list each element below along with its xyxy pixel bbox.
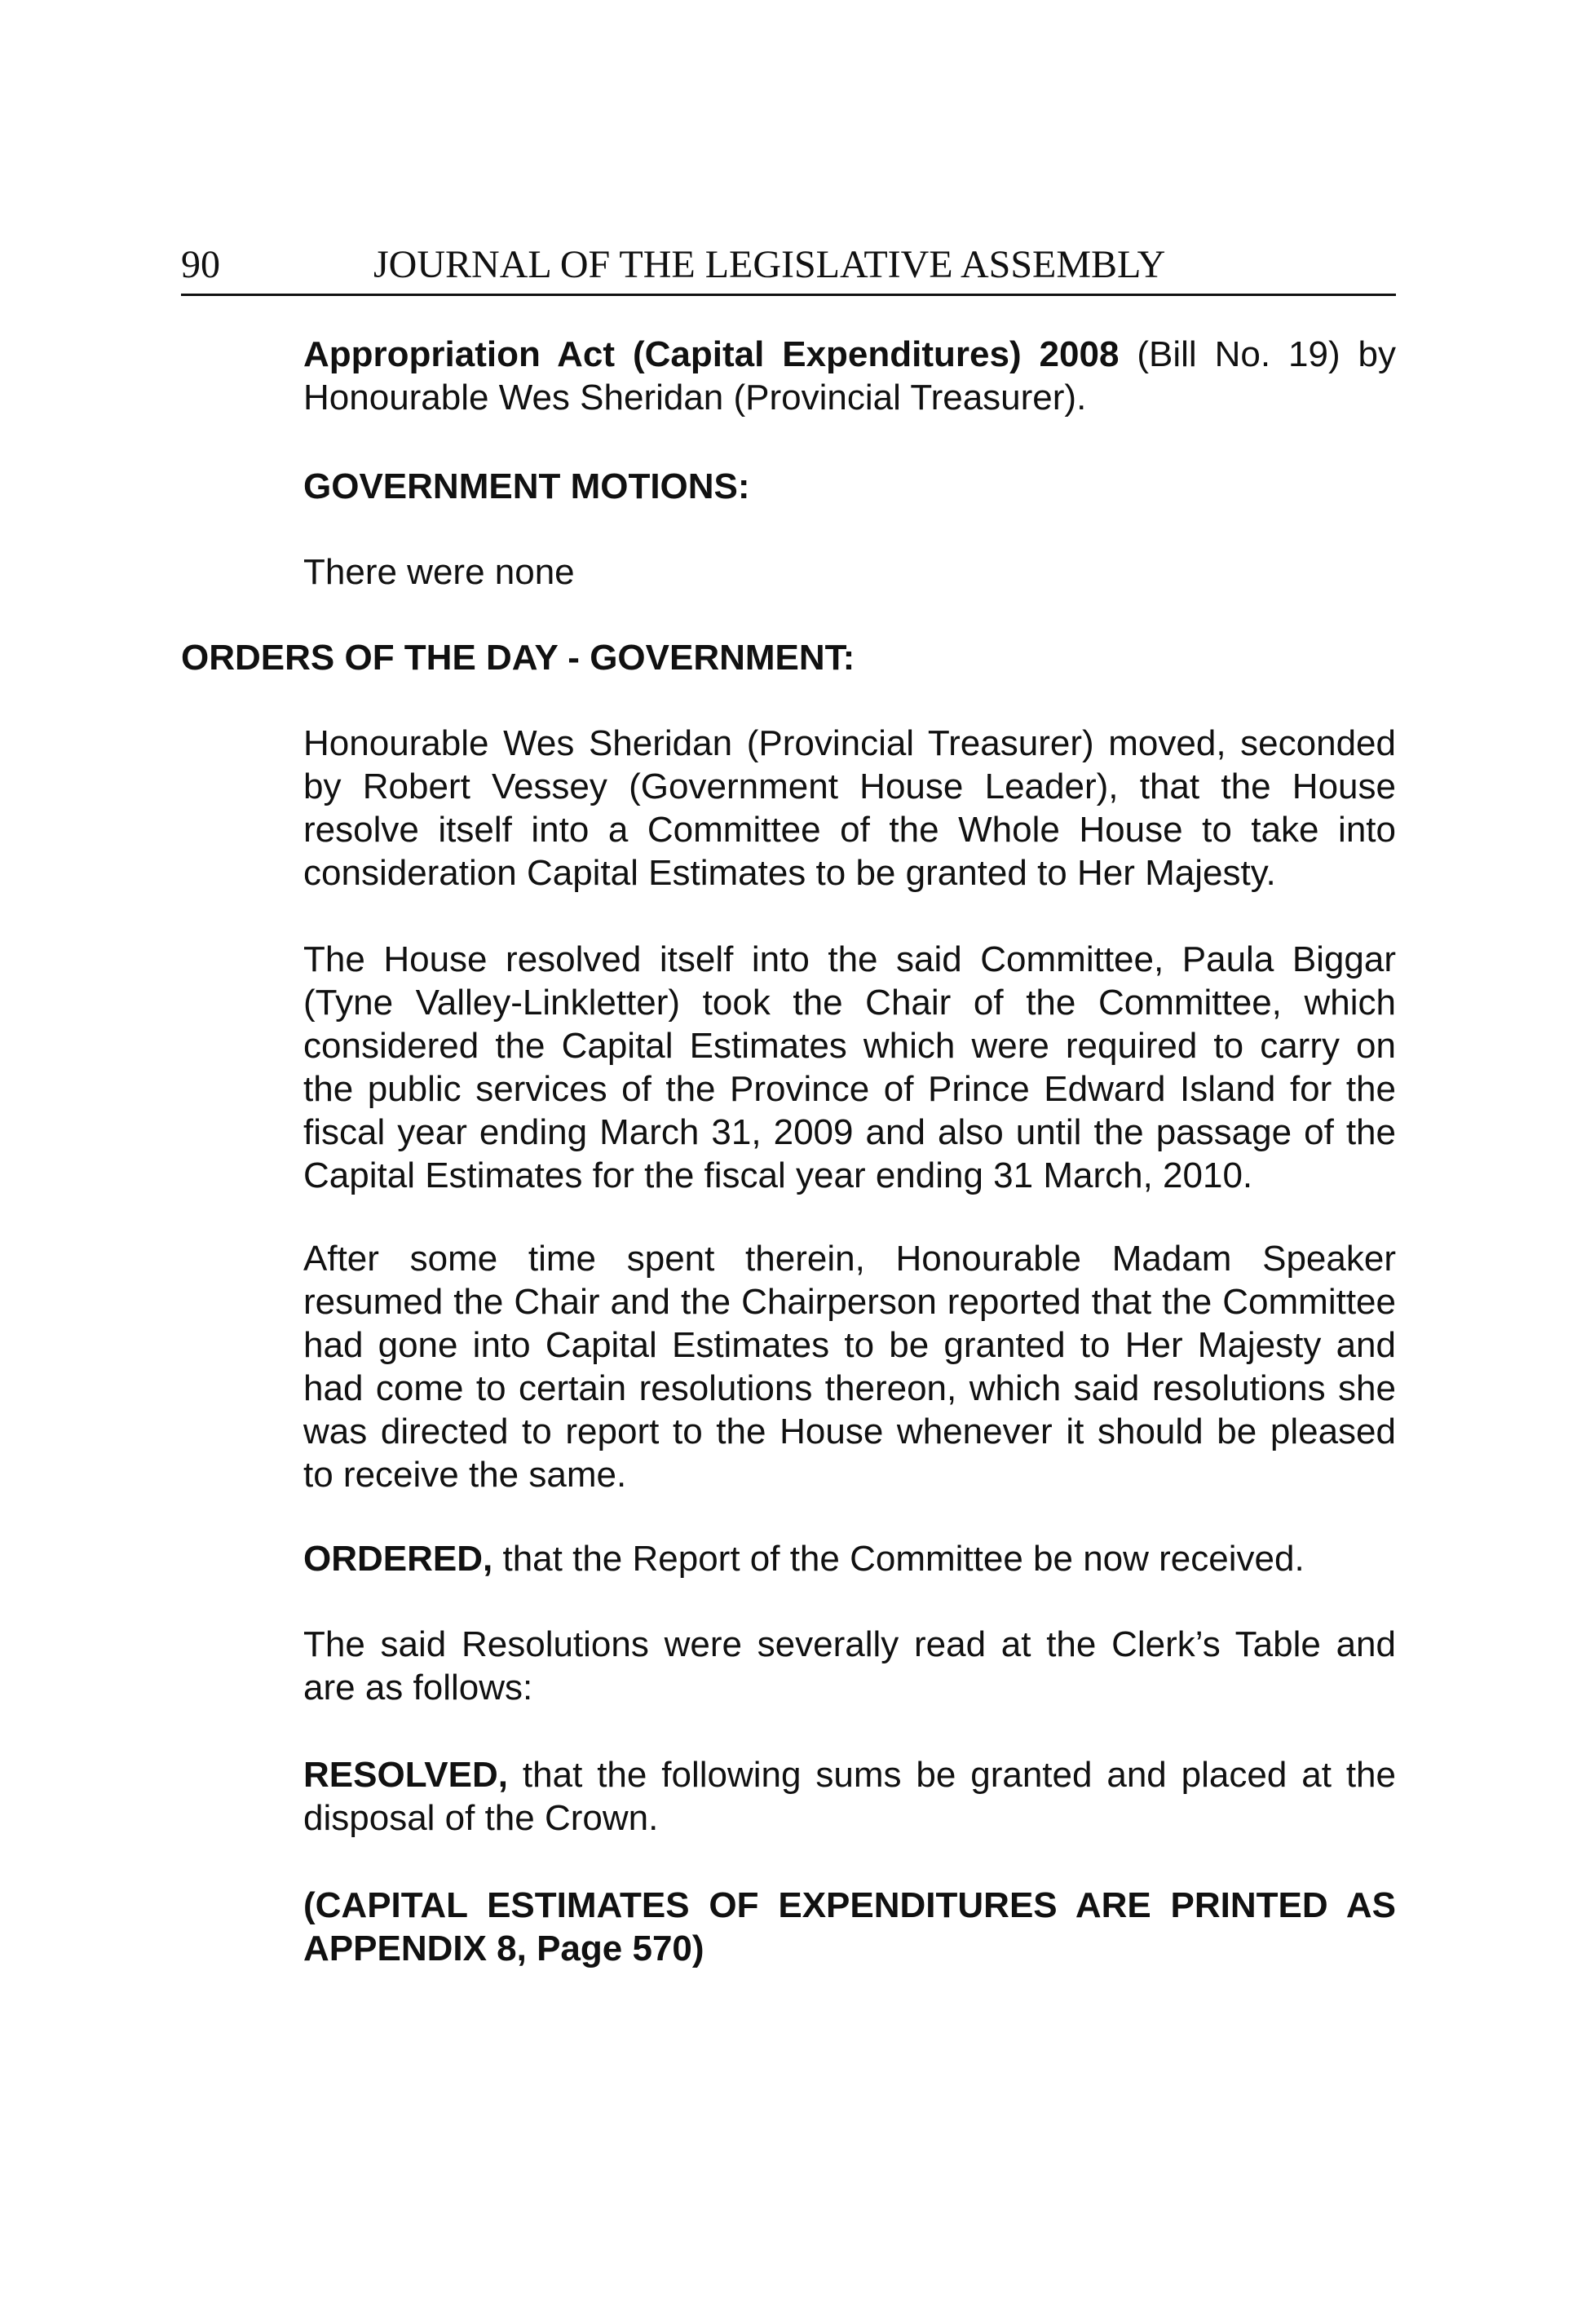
government-motions-heading: GOVERNMENT MOTIONS: xyxy=(303,466,750,506)
bill-details: (Bill No. 19) by Honourable Wes Sheridan (Provincial Treasurer). xyxy=(303,334,1396,418)
page-header xyxy=(181,236,1396,296)
report-paragraph: After some time spent therein, Honourable Madam Speaker resumed the Chair and the Chairperson reported that the Committee had gone into Capital Estimates to be granted to Her Majesty and had come to certain resolutions thereon, which said resolutions she was directed to report to the House whenever it should be pleased to receive the same. xyxy=(303,1239,1396,1495)
committee-paragraph: The House resolved itself into the said Committee, Paula Biggar (Tyne Valley-Linkletter) took the Chair of the Committee, which considered the Capital Estimates which were required to carry on the public services of the Province of Prince Edward Island for the fiscal year ending March 31, 2009 and also until the passage of the Capital Estimates for the fiscal year ending 31 March, 2010. xyxy=(303,939,1396,1195)
bill-name: Appropriation Act (Capital Expenditures) 2008 xyxy=(303,334,1120,374)
appendix-note: (CAPITAL ESTIMATES OF EXPENDITURES ARE PRINTED AS APPENDIX 8, Page 570) xyxy=(303,1885,1396,1968)
ordered-label: ORDERED, xyxy=(303,1539,493,1579)
resolutions-read-paragraph: The said Resolutions were severally read at the Clerk’s Table and are as follows: xyxy=(303,1624,1396,1708)
orders-of-the-day-heading: ORDERS OF THE DAY - GOVERNMENT: xyxy=(181,638,855,678)
resolved-paragraph xyxy=(303,1753,1396,1840)
bill-introduction xyxy=(303,333,1396,419)
resolved-label: RESOLVED, xyxy=(303,1755,509,1795)
journal-title: JOURNAL OF THE LEGISLATIVE ASSEMBLY xyxy=(373,243,1166,286)
ordered-text: that the Report of the Committee be now received. xyxy=(492,1539,1305,1579)
government-motions-text: There were none xyxy=(303,552,575,592)
resolved-text: that the following sums be granted and placed at the disposal of the Crown. xyxy=(303,1755,1396,1838)
motion-paragraph: Honourable Wes Sheridan (Provincial Treasurer) moved, seconded by Robert Vessey (Government House Leader), that the House resolve itself into a Committee of the Whole House to take into consideration Capital Estimates to be granted to Her Majesty. xyxy=(303,723,1396,893)
ordered-paragraph xyxy=(303,1537,1396,1580)
page-number: 90 xyxy=(181,243,220,286)
